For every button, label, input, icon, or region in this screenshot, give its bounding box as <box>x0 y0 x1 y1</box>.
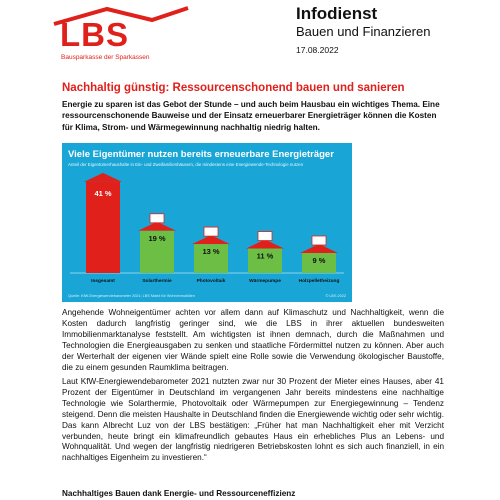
technology-symbol <box>312 236 326 245</box>
chart-source: Quelle: KfW-Energiewendebarometer 2021; LBS Markt für Wohnimmobilien <box>68 294 195 298</box>
section-heading: Nachhaltiges Bauen dank Energie- und Ressourceneffizienz <box>62 489 296 498</box>
chart-category-label: Solarthermie <box>142 279 172 284</box>
article-intro: Energie zu sparen ist das Gebot der Stunde – und auch beim Hausbau ein wichtiges Thema. Eine ressourcenschonende Bauweise und der Einsatz erneuerbarer Energieträger können die Kosten für Klima, Strom- und Wärmegewinnung nachhaltig niedrig halten. <box>62 100 440 132</box>
chart-subtitle: Anteil der Eigentümerhaushalte in Ein- und Zweifamilienhäusern, die mindestens eine Energiewende-Technologie nutzen <box>68 162 304 167</box>
article-paragraph: Angehende Wohneigentümer achten vor allem dann auf Klimaschutz und Nachhaltigkeit, wenn die Kosten dadurch langfristig geringer sind, wie die LBS in ihrer aktuellen bundesweiten Immobilienmarktanalyse feststellt. Am wichtigsten ist ihnen demnach, durch die Maßnahmen und Technologien die Energieausgaben zu senken und staatliche Fördermittel nutzen zu können. Aber auch der Werterhalt der eigenen vier Wände spielt eine Rolle sowie die Verwendung ökologischer Baustoffe, die zu einem gesunden Raumklima beitragen. <box>62 308 444 372</box>
chart-data-label: 9 % <box>312 256 326 265</box>
chart-bar-group <box>246 232 284 284</box>
bar-chart <box>62 143 352 302</box>
technology-symbol <box>204 227 218 236</box>
house-icon <box>84 173 122 182</box>
document-category: Bauen und Finanzieren <box>296 24 431 39</box>
logo-subtitle: Bausparkasse der Sparkassen <box>61 54 150 61</box>
document-type: Infodienst <box>296 4 378 23</box>
chart-copyright: © LBS 2022 <box>325 294 346 298</box>
chart-data-label: 41 % <box>94 188 112 198</box>
chart-bar-group <box>192 227 230 284</box>
technology-symbol <box>258 232 272 241</box>
logo-text: LBS <box>60 16 129 53</box>
lbs-logo <box>52 6 192 62</box>
chart-data-label: 13 % <box>202 247 220 257</box>
technology-symbol <box>150 214 164 223</box>
chart-category-label: Wärmepumpe <box>249 279 281 284</box>
article-paragraph: Laut KfW-Energiewendebarometer 2021 nutzten zwar nur 30 Prozent der Mieter eines Hauses, aber 41 Prozent der Eigentümer in Deutschland im vergangenen Jahr bereits mindestens eine nachhaltige Technologie wie Solarthermie, Photovoltaik oder Wärmepumpen zur Energiegewinnung – Tendenz steigend. Denn die meisten Haushalte in Deutschland finden die Energiewende wichtig oder sehr wichtig. Das kann Albrecht Luz von der LBS bestätigen: „Früher hat man Nachhaltigkeit eher mit Verzicht verbunden, heute bringt ein klimafreundlich gebautes Haus ein erhebliches Plus an Lebens- und Wohnqualität. Und wegen der langfristig niedrigeren Betriebskosten lohnt es sich auch finanziell, in ein nachhaltiges Eigenheim zu investieren.“ <box>62 377 444 463</box>
chart-category-label: Photovoltaik <box>196 279 226 284</box>
document-date: 17.08.2022 <box>296 45 339 55</box>
chart-bar-group <box>84 173 122 284</box>
chart-data-label: 19 % <box>148 233 166 243</box>
chart-bar-group <box>138 214 176 284</box>
chart-category-label: Insgesamt <box>91 279 115 284</box>
article-headline: Nachhaltig günstig: Ressourcenschonend bauen und sanieren <box>62 82 405 94</box>
chart-bar-group <box>299 236 340 284</box>
chart-category-label: Holzpelletheizung <box>298 279 340 284</box>
chart-title: Viele Eigentümer nutzen bereits erneuerbare Energieträger <box>68 149 334 160</box>
chart-data-label: 11 % <box>256 251 274 261</box>
